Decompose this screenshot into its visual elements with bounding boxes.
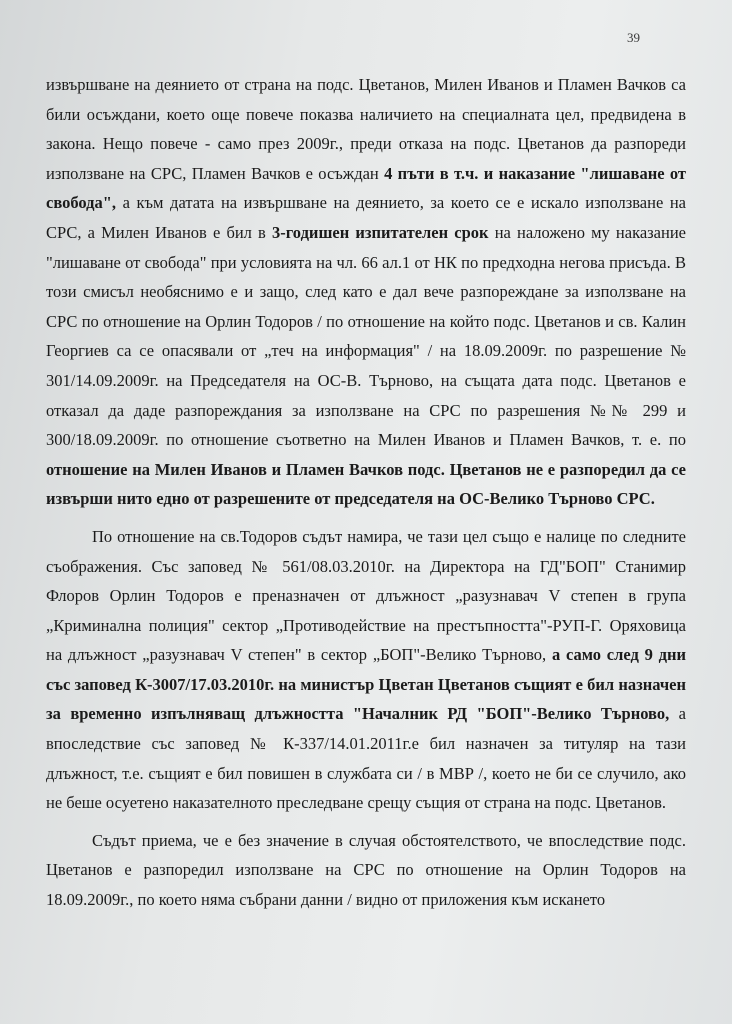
bold-text-segment: 3-годишен изпитателен срок [271, 222, 489, 242]
bold-text-segment: отношение на Милен Иванов и Пламен Вачков подс. Цветанов не е разпоредил да се извърши нито едно от разрешените от председателя на ОС-Велико Търново СРС. [46, 459, 686, 509]
text-segment: По отношение на св.Тодоров съдът намира, че тази цел също е налице по следните съображения. Със заповед № 561/08.03.2010г. на Директора на ГД"БОП" Станимир Флоров Орлин Тодоров е преназначен от длъжност „разузнавач V степен в група „Криминална полиция" сектор „Противодействие на престъпността"-РУП-Г. Оряховица на длъжност „разузнавач V степен" в сектор „БОП"-Велико Търново, [46, 526, 686, 665]
bold-text-segment: 4 пъти в т.ч. и наказание "лишаване от свобода", [46, 163, 686, 213]
body-text [46, 70, 686, 923]
paragraph [46, 70, 686, 514]
text-segment: извършване на деянието от страна на подс. Цветанов, Милен Иванов и Пламен Вачков са били осъждани, което още повече показва наличието на специалната цел, предвидена в закона. Нещо повече - само през 2009г., преди отказа на подс. Цветанов да разпореди използване на СРС, Пламен Вачков е осъждан [46, 75, 686, 183]
paragraph [46, 522, 686, 818]
text-segment: а към датата на извършване на деянието, за което се е искало използване на СРС, а Милен Иванов е бил в [46, 193, 686, 242]
paragraph [46, 826, 686, 915]
page-number: 39 [627, 30, 640, 45]
text-segment: а впоследствие със заповед № К-337/14.01.2011г.е бил назначен за титуляр на тази длъжност, т.е. същият е бил повишен в службата си / в МВР /, което не би се случило, ако не беше осуетено наказателното преследване срещу същия от страна на подс. Цветанов. [46, 704, 686, 813]
text-segment: Съдът приема, че е без значение в случая обстоятелството, че впоследствие подс. Цветанов е разпоредил използване на СРС по отношение на Орлин Тодоров на 18.09.2009г., по което няма събрани данни / видно от приложения към искането [46, 830, 686, 910]
text-segment: на наложено му наказание "лишаване от свобода" при условията на чл. 66 ал.1 от НК по предходна негова присъда. В този смисъл необяснимо е и защо, след като е дал вече разпореждане за използване на СРС по отношение на Орлин Тодоров / по отношение на който подс. Цветанов и св. Калин Георгиев са се опасявали от „теч на информация" / на 18.09.2009г. по разрешение № 301/14.09.2009г. на Председателя на ОС-В. Търново, на същата дата подс. Цветанов е отказал да даде разпореждания за използване на СРС по разрешения №№ 299 и 300/18.09.2009г. по отношение съответно на Милен Иванов и Пламен Вачков, т. е. по [46, 222, 686, 450]
bold-text-segment: а само след 9 дни със заповед К-3007/17.03.2010г. на министър Цветан Цветанов същият е бил назначен за временно изпълняващ длъжността "Началник РД "БОП"-Велико Търново, [46, 645, 686, 724]
